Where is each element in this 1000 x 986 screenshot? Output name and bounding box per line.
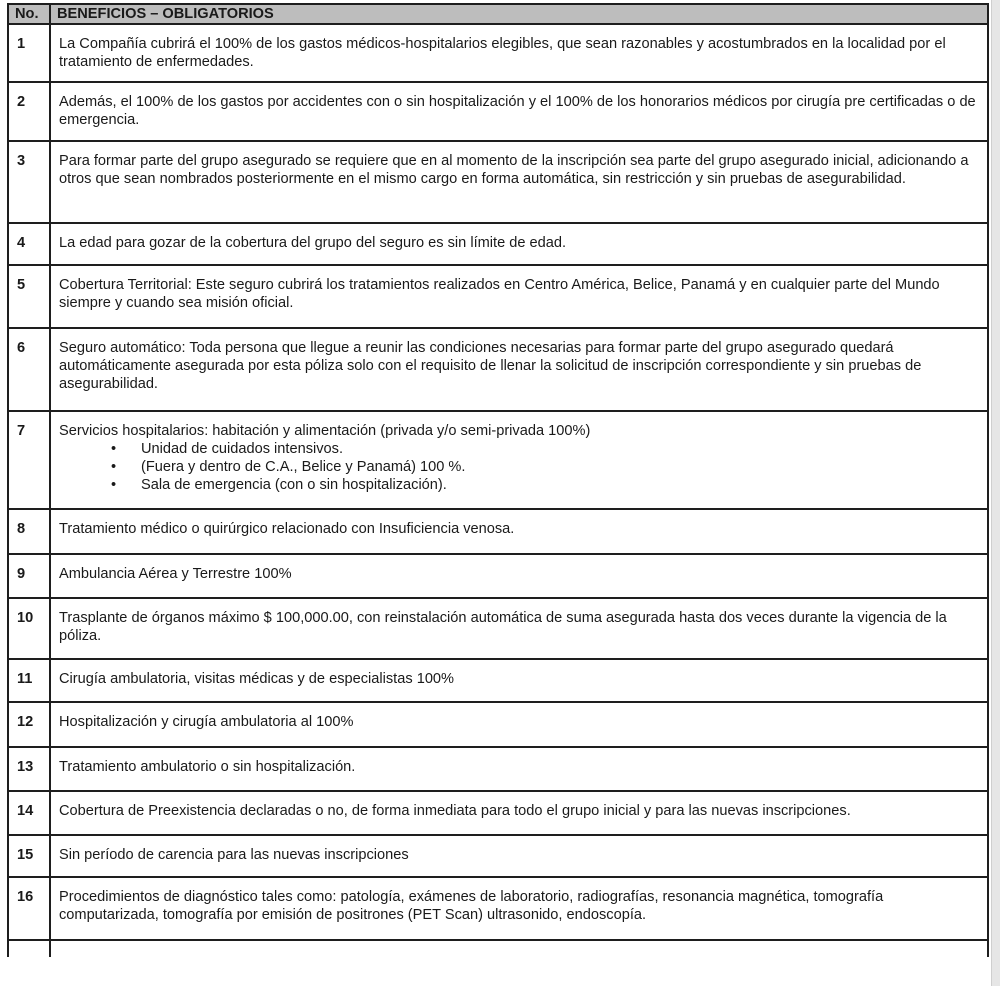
table-header-row xyxy=(8,4,988,24)
row-number: 13 xyxy=(8,747,50,791)
row-text: Sin período de carencia para las nuevas inscripciones xyxy=(50,835,988,877)
row-text: La Compañía cubrirá el 100% de los gastos médicos-hospitalarios elegibles, que sean razonables y acostumbrados en la localidad por el tratamiento de enfermedades. xyxy=(50,24,988,82)
row-number: 16 xyxy=(8,877,50,940)
bullet-item: • (Fuera y dentro de C.A., Belice y Panamá) 100 %. xyxy=(111,459,466,475)
table-row xyxy=(8,791,988,835)
row-number: 9 xyxy=(8,554,50,598)
benefits-table xyxy=(7,3,989,957)
table-row xyxy=(8,328,988,411)
row-number: 1 xyxy=(8,24,50,82)
bullet-item: • Unidad de cuidados intensivos. xyxy=(111,441,344,457)
bullet-icon: • xyxy=(111,477,117,493)
row-number: 14 xyxy=(8,791,50,835)
table-row xyxy=(8,747,988,791)
table-row xyxy=(8,141,988,223)
row-text: Para formar parte del grupo asegurado se requiere que en al momento de la inscripción sea parte del grupo asegurado inicial, adicionando a otros que sean nombrados posteriormente en el mismo cargo en forma automática, sin restricción y sin pruebas de asegurabilidad. xyxy=(50,141,988,223)
bullet-list xyxy=(59,440,979,494)
row-text: Además, el 100% de los gastos por accidentes con o sin hospitalización y el 100% de los honorarios médicos por cirugía pre certificadas o de emergencia. xyxy=(50,82,988,141)
table-row xyxy=(8,554,988,598)
bullet-icon: • xyxy=(111,441,117,457)
table-row xyxy=(8,24,988,82)
row-number: 12 xyxy=(8,702,50,747)
row-number: 11 xyxy=(8,659,50,702)
row-number: 7 xyxy=(8,411,50,509)
table-row xyxy=(8,659,988,702)
row-text: Servicios hospitalarios: habitación y alimentación (privada y/o semi-privada 100%) xyxy=(59,423,591,439)
row-number: 4 xyxy=(8,223,50,265)
row-text: Cobertura de Preexistencia declaradas o no, de forma inmediata para todo el grupo inicial y para las nuevas inscripciones. xyxy=(50,791,988,835)
table-row xyxy=(8,82,988,141)
header-no: No. xyxy=(8,4,50,24)
row-number: 8 xyxy=(8,509,50,554)
bullet-item: • Sala de emergencia (con o sin hospitalización). xyxy=(111,477,447,493)
row-text: Tratamiento médico o quirúrgico relacionado con Insuficiencia venosa. xyxy=(50,509,988,554)
row-text: La edad para gozar de la cobertura del grupo del seguro es sin límite de edad. xyxy=(50,223,988,265)
row-number: 6 xyxy=(8,328,50,411)
row-text: Hospitalización y cirugía ambulatoria al 100% xyxy=(50,702,988,747)
table-row-partial xyxy=(8,940,988,957)
bullet-icon: • xyxy=(111,459,117,475)
row-text-cell xyxy=(50,411,988,509)
table-row xyxy=(8,598,988,659)
table-row xyxy=(8,835,988,877)
row-text: Ambulancia Aérea y Terrestre 100% xyxy=(50,554,988,598)
row-number: 15 xyxy=(8,835,50,877)
row-number: 2 xyxy=(8,82,50,141)
row-text: Procedimientos de diagnóstico tales como: patología, exámenes de laboratorio, radiografías, resonancia magnética, tomografía computarizada, tomografía por emisión de positrones (PET Scan) ultrasonido, endoscopía. xyxy=(50,877,988,940)
row-text: Cobertura Territorial: Este seguro cubrirá los tratamientos realizados en Centro América, Belice, Panamá y en cualquier parte del Mundo siempre y cuando sea misión oficial. xyxy=(50,265,988,328)
row-text: Cirugía ambulatoria, visitas médicas y de especialistas 100% xyxy=(50,659,988,702)
table-row xyxy=(8,702,988,747)
row-number: 10 xyxy=(8,598,50,659)
row-text: Seguro automático: Toda persona que llegue a reunir las condiciones necesarias para formar parte del grupo asegurado quedará automáticamente asegurada por esta póliza solo con el requisito de llenar la solicitud de inscripción correspondiente y sin pruebas de asegurabilidad. xyxy=(50,328,988,411)
table-row xyxy=(8,509,988,554)
row-number: 5 xyxy=(8,265,50,328)
header-title: BENEFICIOS – OBLIGATORIOS xyxy=(50,4,988,24)
row-text: Tratamiento ambulatorio o sin hospitalización. xyxy=(50,747,988,791)
page-edge xyxy=(991,0,1000,986)
table-row xyxy=(8,265,988,328)
table-row xyxy=(8,411,988,509)
row-text: Trasplante de órganos máximo $ 100,000.00, con reinstalación automática de suma asegurada hasta dos veces durante la vigencia de la póliza. xyxy=(50,598,988,659)
row-number: 3 xyxy=(8,141,50,223)
table-row xyxy=(8,877,988,940)
table-row xyxy=(8,223,988,265)
